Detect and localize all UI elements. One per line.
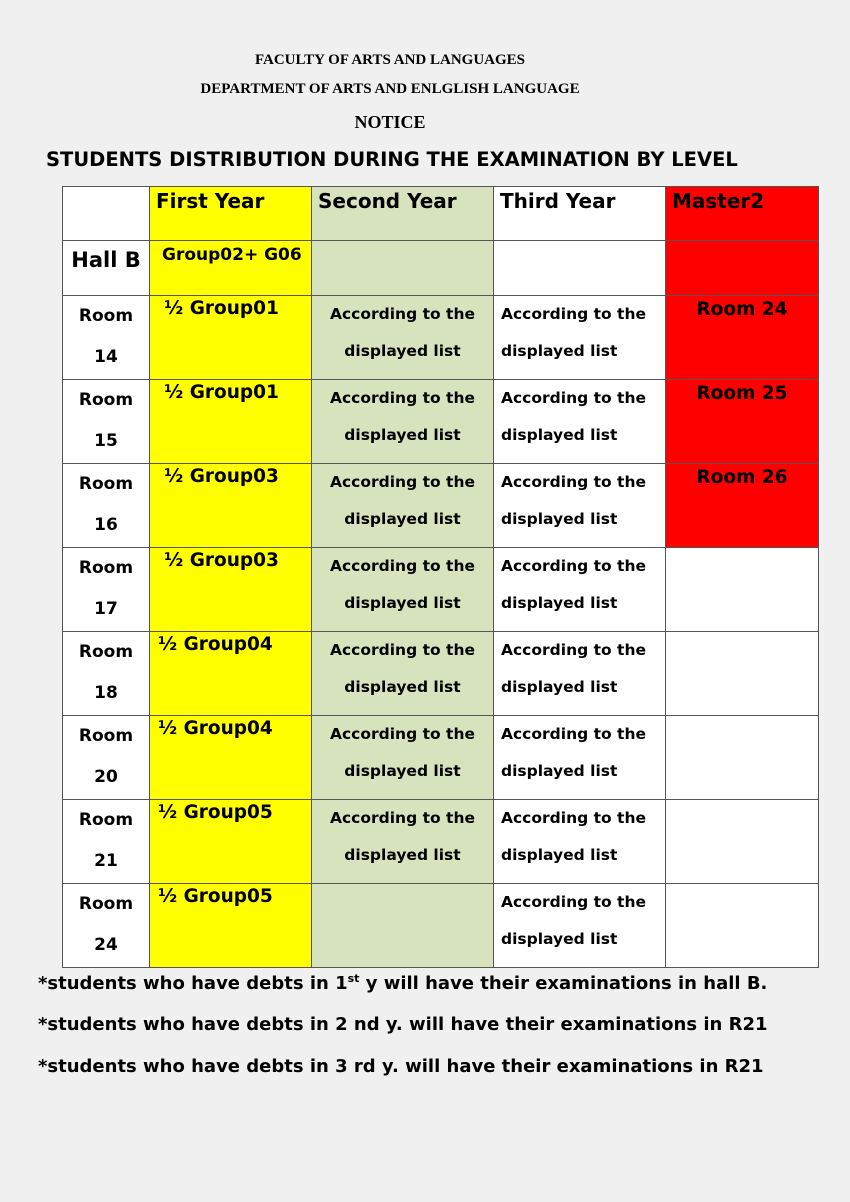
third-year-cell — [494, 296, 666, 380]
list-line-1: According to the — [329, 473, 475, 491]
list-line-2: displayed list — [501, 341, 618, 360]
room-label-cell — [63, 464, 150, 548]
second-year-cell — [312, 296, 494, 380]
third-year-cell — [494, 716, 666, 800]
header-master2: Master2 — [666, 187, 819, 241]
room-word: Room — [78, 642, 134, 662]
table-row — [63, 380, 819, 464]
room-number: 21 — [94, 851, 118, 871]
room-number: 20 — [94, 767, 118, 787]
room-label-cell — [63, 548, 150, 632]
first-year-group: ½ Group03 — [164, 466, 279, 487]
second-year-cell — [312, 716, 494, 800]
room-label-cell — [63, 296, 150, 380]
room-word: Room — [78, 390, 134, 410]
list-line-2: displayed list — [501, 677, 618, 696]
list-line-1: According to the — [501, 389, 647, 407]
list-line-2: displayed list — [501, 845, 618, 864]
distribution-table — [62, 186, 819, 968]
first-year-group: ½ Group05 — [158, 802, 273, 823]
first-year-cell — [150, 800, 312, 884]
second-year-cell — [312, 800, 494, 884]
header-first-year: First Year — [150, 187, 312, 241]
notice-heading: NOTICE — [354, 112, 426, 132]
list-line-1: According to the — [501, 893, 647, 911]
room-word: Room — [78, 474, 134, 494]
third-year-cell — [494, 632, 666, 716]
list-line-1: According to the — [501, 809, 647, 827]
table-row — [63, 632, 819, 716]
first-year-cell — [150, 296, 312, 380]
second-year-cell — [312, 884, 494, 968]
list-line-2: displayed list — [344, 761, 461, 780]
first-year-group: ½ Group04 — [158, 718, 273, 739]
first-year-group: ½ Group05 — [158, 886, 273, 907]
table-row — [63, 800, 819, 884]
list-line-2: displayed list — [501, 425, 618, 444]
note-second-year: *students who have debts in 2 nd y. will have their examinations in R21 — [38, 1014, 768, 1035]
third-year-cell — [494, 548, 666, 632]
first-year-cell — [150, 632, 312, 716]
room-number: 14 — [94, 347, 118, 367]
list-line-1: According to the — [329, 305, 475, 323]
master-cell — [666, 884, 819, 968]
master-cell — [666, 716, 819, 800]
room-label-cell — [63, 800, 150, 884]
room-word: Room — [78, 810, 134, 830]
hall-master-cell — [666, 241, 819, 296]
header-second-year: Second Year — [312, 187, 494, 241]
first-year-group: ½ Group01 — [164, 298, 279, 319]
table-row — [63, 296, 819, 380]
first-year-cell — [150, 380, 312, 464]
list-line-1: According to the — [329, 809, 475, 827]
list-line-1: According to the — [329, 641, 475, 659]
table-row — [63, 464, 819, 548]
header-third-year: Third Year — [494, 187, 666, 241]
list-line-2: displayed list — [344, 425, 461, 444]
second-year-cell — [312, 464, 494, 548]
hall-first-year-cell: Group02+ G06 — [150, 241, 312, 296]
document-title: STUDENTS DISTRIBUTION DURING THE EXAMINATION BY LEVEL — [46, 148, 738, 171]
list-line-2: displayed list — [344, 341, 461, 360]
list-line-2: displayed list — [501, 509, 618, 528]
master-cell — [666, 800, 819, 884]
department-heading: DEPARTMENT OF ARTS AND ENLGLISH LANGUAGE — [200, 81, 580, 97]
note-first-year: *students who have debts in 1st y will have their examinations in hall B. — [38, 972, 768, 994]
table-header-row — [63, 187, 819, 241]
list-line-2: displayed list — [501, 593, 618, 612]
third-year-cell — [494, 884, 666, 968]
table-row — [63, 548, 819, 632]
list-line-1: According to the — [501, 557, 647, 575]
third-year-cell — [494, 800, 666, 884]
room-label-cell — [63, 884, 150, 968]
second-year-cell — [312, 548, 494, 632]
first-year-group: ½ Group04 — [158, 634, 273, 655]
room-word: Room — [78, 558, 134, 578]
room-word: Room — [78, 306, 134, 326]
list-line-2: displayed list — [344, 593, 461, 612]
master-room: Room 24 — [696, 299, 788, 320]
faculty-heading: FACULTY OF ARTS AND LANGUAGES — [254, 52, 526, 68]
room-word: Room — [78, 726, 134, 746]
list-line-1: According to the — [501, 641, 647, 659]
room-number: 17 — [94, 599, 118, 619]
second-year-cell — [312, 632, 494, 716]
first-year-cell — [150, 464, 312, 548]
list-line-2: displayed list — [501, 929, 618, 948]
header-empty-cell — [63, 187, 150, 241]
master-cell — [666, 632, 819, 716]
master-cell — [666, 464, 819, 548]
hall-third-year-cell — [494, 241, 666, 296]
room-label-cell — [63, 380, 150, 464]
first-year-cell — [150, 884, 312, 968]
second-year-cell — [312, 380, 494, 464]
first-year-cell — [150, 548, 312, 632]
list-line-1: According to the — [329, 389, 475, 407]
list-line-1: According to the — [501, 725, 647, 743]
room-number: 16 — [94, 515, 118, 535]
list-line-1: According to the — [501, 473, 647, 491]
room-label-cell — [63, 716, 150, 800]
first-year-group: ½ Group03 — [164, 550, 279, 571]
list-line-2: displayed list — [501, 761, 618, 780]
third-year-cell — [494, 380, 666, 464]
table-row — [63, 884, 819, 968]
master-room: Room 26 — [696, 467, 788, 488]
hall-second-year-cell — [312, 241, 494, 296]
master-room: Room 25 — [696, 383, 788, 404]
list-line-2: displayed list — [344, 677, 461, 696]
table-row — [63, 716, 819, 800]
room-number: 15 — [94, 431, 118, 451]
list-line-1: According to the — [329, 557, 475, 575]
room-number: 24 — [94, 935, 118, 955]
first-year-cell — [150, 716, 312, 800]
list-line-2: displayed list — [344, 509, 461, 528]
master-cell — [666, 380, 819, 464]
third-year-cell — [494, 464, 666, 548]
room-label-cell — [63, 632, 150, 716]
list-line-1: According to the — [501, 305, 647, 323]
master-cell — [666, 548, 819, 632]
first-year-group: ½ Group01 — [164, 382, 279, 403]
room-number: 18 — [94, 683, 118, 703]
list-line-2: displayed list — [344, 845, 461, 864]
list-line-1: According to the — [329, 725, 475, 743]
room-word: Room — [78, 894, 134, 914]
master-cell — [666, 296, 819, 380]
hall-label-cell: Hall B — [63, 241, 150, 296]
note-third-year: *students who have debts in 3 rd y. will have their examinations in R21 — [38, 1056, 764, 1077]
table-row-hall-b — [63, 241, 819, 296]
